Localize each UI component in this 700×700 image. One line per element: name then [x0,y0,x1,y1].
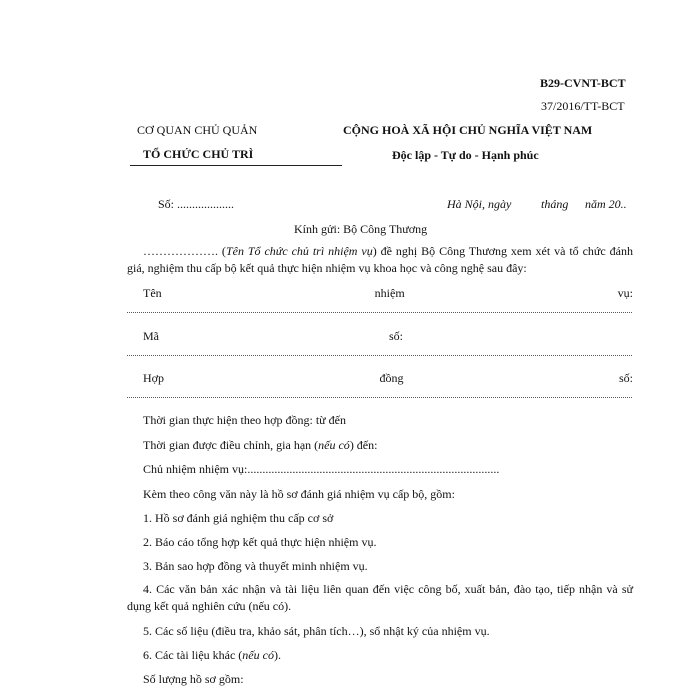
field-contract: Hợp đồng số: [143,371,633,385]
date-month: tháng [541,197,569,211]
list-item-3: 3. Bản sao hợp đồng và thuyết minh nhiệm vụ. [143,559,368,573]
list-item-4: 4. Các văn bản xác nhận và tài liệu liên quan đến việc công bố, xuất bản, đào tạo, tiếp nhận và sử dụng kết quả nghiên cứu (nếu có). [127,582,633,613]
contract-period: Thời gian thực hiện theo hợp đồng: từ đến [143,413,346,427]
date-year: năm 20.. [585,197,627,211]
list-item-1: 1. Hồ sơ đánh giá nghiệm thu cấp cơ sở [143,511,334,525]
field-code: Mã số: [143,329,403,343]
republic-title: CỘNG HOÀ XÃ HỘI CHỦ NGHĨA VIỆT NAM [343,123,593,137]
list-item-2: 2. Báo cáo tổng hợp kết quả thực hiện nhiệm vụ. [143,535,377,549]
contract-dotline [127,397,632,398]
list-item-5: 5. Các số liệu (điều tra, khảo sát, phân tích…), sổ nhật ký của nhiệm vụ. [143,624,490,638]
organization-underline [130,165,342,166]
organization-name: TỔ CHỨC CHỦ TRÌ [143,147,254,161]
adjusted-period: Thời gian được điều chỉnh, gia hạn (nếu có) đến: [143,438,378,452]
list-item-6: 6. Các tài liệu khác (nếu có). [143,648,281,662]
document-count: Số lượng hồ sơ gồm: [143,672,244,686]
date-place: Hà Nội, ngày [447,197,512,211]
intro-paragraph: ………………. (Tên Tổ chức chủ trì nhiệm vụ) đề nghị Bộ Công Thương xem xét và tổ chức đánh giá, nghiệm thu cấp bộ kết quả thực hiện nhiệm vụ khoa học và công nghệ sau đây: [127,244,634,275]
task-name-dotline [127,312,632,313]
code-dotline [127,355,632,356]
task-leader: Chủ nhiệm nhiệm vụ:.................................................................................... [143,462,500,476]
recipient-line: Kính gửi: Bộ Công Thương [294,222,428,236]
form-code: B29-CVNT-BCT [540,76,626,90]
circular-ref: 37/2016/TT-BCT [541,99,625,113]
national-motto: Độc lập - Tự do - Hạnh phúc [392,148,539,162]
agency-name: CƠ QUAN CHỦ QUẢN [137,123,258,137]
attachment-intro: Kèm theo công văn này là hồ sơ đánh giá nhiệm vụ cấp bộ, gồm: [143,487,455,501]
document-number: Số: ................... [158,197,235,211]
field-task-name: Tên nhiệm vụ: [143,286,633,300]
